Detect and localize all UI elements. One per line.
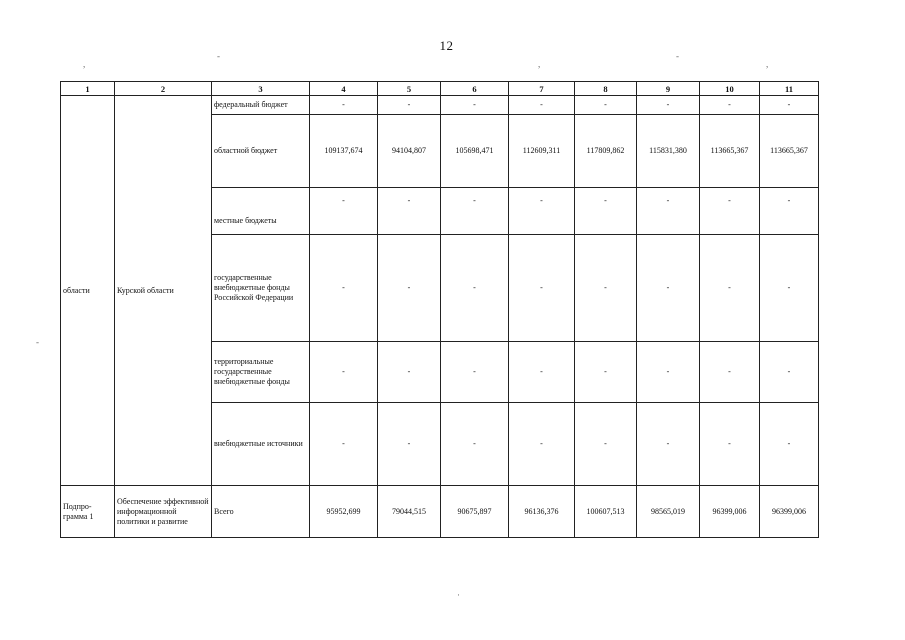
value-cell: - [700, 342, 760, 403]
value-cell: - [509, 403, 575, 486]
value-cell: 94104,807 [378, 115, 441, 188]
value-cell: - [575, 188, 637, 235]
program-name-cell: области [61, 96, 115, 486]
value-cell: 96399,006 [700, 486, 760, 538]
column-header: 1 [61, 82, 115, 96]
value-cell: - [441, 403, 509, 486]
column-header: 7 [509, 82, 575, 96]
funding-source-cell: государственные внебюджетные фонды Российской Федерации [212, 235, 310, 342]
value-cell: - [441, 96, 509, 115]
value-cell: - [700, 96, 760, 115]
value-cell: 98565,019 [637, 486, 700, 538]
value-cell: - [700, 235, 760, 342]
column-header: 4 [310, 82, 378, 96]
value-cell: - [509, 342, 575, 403]
column-header: 8 [575, 82, 637, 96]
value-cell: - [310, 188, 378, 235]
column-header: 6 [441, 82, 509, 96]
column-header: 5 [378, 82, 441, 96]
value-cell: 112609,311 [509, 115, 575, 188]
value-cell: - [310, 96, 378, 115]
funding-source-cell: территориальные государственные внебюджетные фонды [212, 342, 310, 403]
header-row [61, 82, 819, 96]
table-row [61, 486, 819, 538]
scan-speck: - [676, 51, 679, 61]
value-cell: - [637, 342, 700, 403]
value-cell: - [760, 403, 819, 486]
funding-source-cell: Всего [212, 486, 310, 538]
value-cell: - [378, 235, 441, 342]
value-cell: 96136,376 [509, 486, 575, 538]
value-cell: - [441, 235, 509, 342]
value-cell: 90675,897 [441, 486, 509, 538]
executor-cell: Курской области [115, 96, 212, 486]
column-header: 2 [115, 82, 212, 96]
value-cell: - [509, 96, 575, 115]
executor-cell: Обеспечение эффективной информационной политики и развитие [115, 486, 212, 538]
value-cell: 96399,006 [760, 486, 819, 538]
value-cell: - [575, 403, 637, 486]
value-cell: 109137,674 [310, 115, 378, 188]
budget-table [60, 81, 819, 538]
value-cell: - [509, 188, 575, 235]
value-cell: - [441, 188, 509, 235]
scan-speck: , [538, 59, 541, 69]
value-cell: - [760, 188, 819, 235]
value-cell: 113665,367 [760, 115, 819, 188]
funding-source-cell: местные бюджеты [212, 188, 310, 235]
value-cell: - [637, 188, 700, 235]
value-cell: - [378, 403, 441, 486]
column-header: 11 [760, 82, 819, 96]
value-cell: - [310, 342, 378, 403]
value-cell: - [378, 188, 441, 235]
funding-source-cell: внебюджетные источники [212, 403, 310, 486]
value-cell: 105698,471 [441, 115, 509, 188]
funding-source-cell: федеральный бюджет [212, 96, 310, 115]
value-cell: - [310, 403, 378, 486]
value-cell: - [760, 96, 819, 115]
value-cell: 117809,862 [575, 115, 637, 188]
funding-source-cell: областной бюджет [212, 115, 310, 188]
value-cell: - [700, 188, 760, 235]
page-number: 12 [439, 38, 454, 53]
table-row [61, 96, 819, 115]
column-header: 9 [637, 82, 700, 96]
value-cell: - [760, 342, 819, 403]
value-cell: - [575, 342, 637, 403]
value-cell: 100607,513 [575, 486, 637, 538]
value-cell: - [575, 96, 637, 115]
scan-speck: , [83, 59, 86, 69]
value-cell: - [378, 342, 441, 403]
value-cell: - [637, 96, 700, 115]
scan-speck: · [457, 590, 460, 600]
value-cell: - [310, 235, 378, 342]
value-cell: - [378, 96, 441, 115]
column-header: 3 [212, 82, 310, 96]
scan-speck: , [766, 59, 769, 69]
value-cell: 113665,367 [700, 115, 760, 188]
value-cell: 79044,515 [378, 486, 441, 538]
value-cell: - [760, 235, 819, 342]
value-cell: - [509, 235, 575, 342]
value-cell: 115831,380 [637, 115, 700, 188]
value-cell: - [575, 235, 637, 342]
program-name-cell: Подпро-грамма 1 [61, 486, 115, 538]
value-cell: - [637, 403, 700, 486]
scan-speck: - [217, 51, 220, 61]
value-cell: 95952,699 [310, 486, 378, 538]
column-header: 10 [700, 82, 760, 96]
value-cell: - [441, 342, 509, 403]
value-cell: - [700, 403, 760, 486]
value-cell: - [637, 235, 700, 342]
scan-speck: - [36, 337, 39, 347]
